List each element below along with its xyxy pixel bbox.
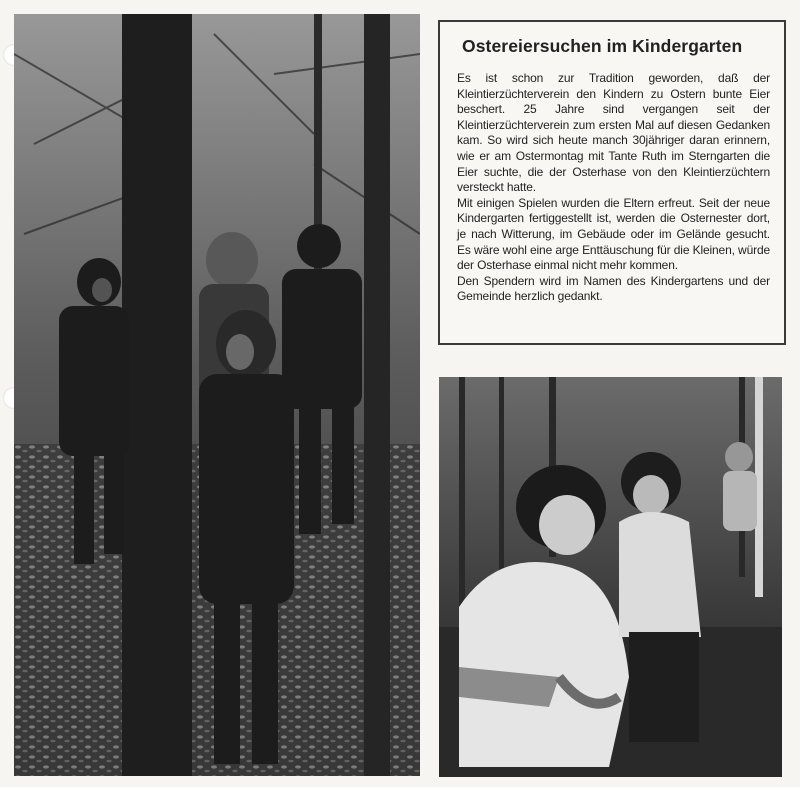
article-paragraph-2: Mit einigen Spielen wurden die Eltern erfreut. Seit der neue Kindergarten fertiggestellt ist, werden die Osternester dort, je nach Witterung, im Gebäude oder im Gelände gesucht. Es wäre wohl eine arge Enttäuschung für die Kleinen, würde der Osterhase einmal nicht mehr kommen. <box>457 195 770 273</box>
article-paragraph-1: Es ist schon zur Tradition geworden, daß der Kleintierzüchterverein den Kindern zu Ostern bunte Eier beschert. 25 Jahre sind vergangen seit der Kleintierzüchterverein zum ersten Mal auf diesen Gedanken kam. So wird sich heute manch 30jähriger daran erinnern, wie er am Ostermontag mit Tante Ruth im Sterngarten die Eier suchte, die der Osterhase von den Kleintierzüchtern versteckt hatte. <box>457 71 770 195</box>
article-title: Ostereiersuchen im Kindergarten <box>462 36 743 56</box>
photo-children-in-forest <box>14 14 420 776</box>
photo-woman-with-child <box>439 377 782 777</box>
article-box <box>438 20 786 345</box>
article-paragraph-3: Den Spendern wird im Namen des Kindergartens und der Gemeinde herzlich gedankt. <box>457 273 770 304</box>
article-body <box>457 71 770 305</box>
